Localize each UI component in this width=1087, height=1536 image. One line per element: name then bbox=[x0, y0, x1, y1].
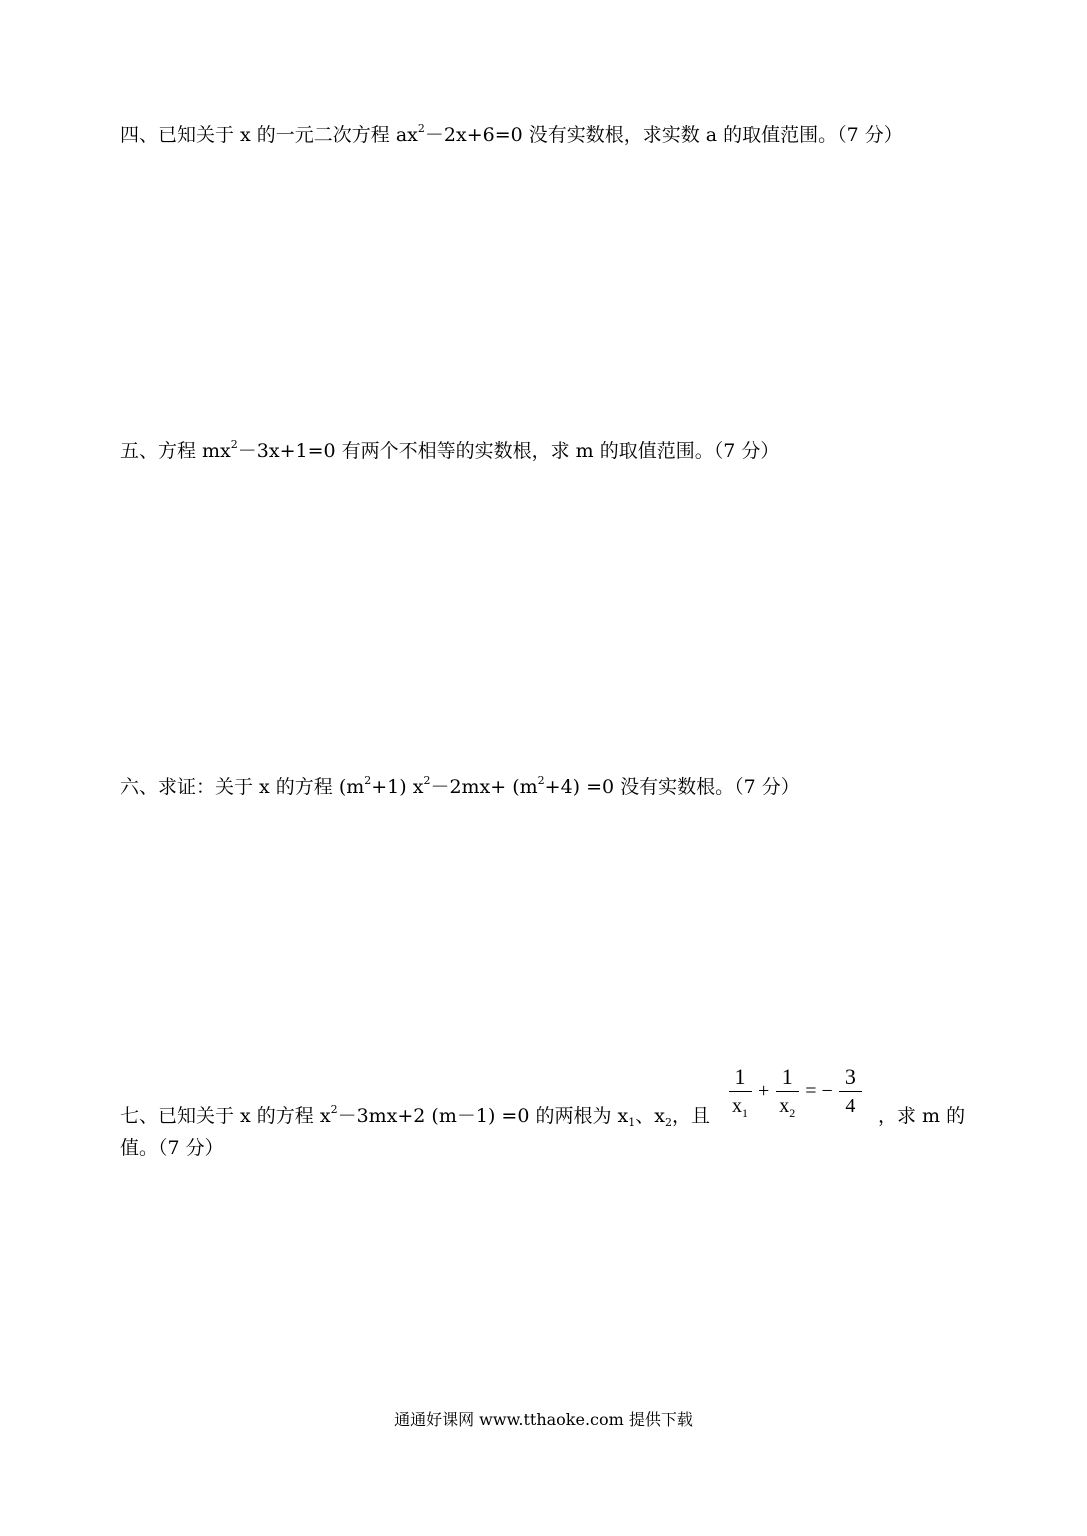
exponent: 2 bbox=[230, 438, 238, 451]
question-7-text-a: 七、已知关于 x 的方程 x bbox=[120, 1105, 331, 1127]
exponent: 2 bbox=[417, 122, 425, 135]
numerator: 1 bbox=[776, 1063, 799, 1092]
fraction-1-over-x2 bbox=[775, 1063, 799, 1120]
denominator-variable: x bbox=[779, 1094, 790, 1117]
question-4-text-a: 四、已知关于 x 的一元二次方程 ax bbox=[120, 124, 418, 146]
question-5 bbox=[120, 437, 779, 465]
denominator-variable: x bbox=[732, 1094, 742, 1117]
subscript: 1 bbox=[742, 1105, 748, 1120]
exponent: 2 bbox=[364, 774, 372, 787]
equals-minus-sign: = − bbox=[805, 1079, 833, 1102]
question-6-text-d: +4) =0 没有实数根。（7 分） bbox=[544, 776, 800, 798]
fraction-1-over-x1 bbox=[728, 1063, 752, 1120]
question-4-text-b: －2x+6=0 没有实数根，求实数 a 的取值范围。（7 分） bbox=[424, 124, 903, 146]
exponent: 2 bbox=[537, 774, 545, 787]
question-5-text-a: 五、方程 mx bbox=[120, 440, 231, 462]
subscript: 2 bbox=[664, 1116, 672, 1129]
fraction-3-over-4 bbox=[839, 1063, 862, 1120]
plus-sign: + bbox=[758, 1079, 770, 1102]
denominator bbox=[728, 1092, 752, 1120]
question-7-text-d: ，且 bbox=[671, 1105, 710, 1127]
question-7-text-b: －3mx+2 (m－1) =0 的两根为 x bbox=[337, 1105, 629, 1127]
fraction-equation bbox=[726, 1056, 864, 1126]
numerator: 1 bbox=[729, 1063, 752, 1092]
question-5-text-b: －3x+1=0 有两个不相等的实数根，求 m 的取值范围。（7 分） bbox=[237, 440, 780, 462]
numerator: 3 bbox=[839, 1063, 862, 1092]
denominator: 4 bbox=[845, 1094, 856, 1117]
question-7-text-e: ，求 m 的 bbox=[878, 1105, 966, 1127]
question-4 bbox=[120, 121, 903, 149]
subscript: 2 bbox=[789, 1105, 796, 1120]
question-6-text-b: +1) x bbox=[371, 776, 424, 798]
question-6-text-a: 六、求证：关于 x 的方程 (m bbox=[120, 776, 365, 798]
question-6 bbox=[120, 773, 800, 801]
exponent: 2 bbox=[423, 774, 431, 787]
question-7-text-c: 、x bbox=[635, 1105, 665, 1127]
denominator bbox=[775, 1092, 799, 1120]
question-7-line-2: 值。（7 分） bbox=[120, 1137, 224, 1159]
footer-source: 通通好课网 www.tthaoke.com 提供下载 bbox=[394, 1410, 693, 1429]
question-7 bbox=[120, 1102, 710, 1130]
exponent: 2 bbox=[330, 1103, 338, 1116]
question-6-text-c: －2mx+ (m bbox=[430, 776, 538, 798]
subscript: 1 bbox=[628, 1116, 636, 1129]
